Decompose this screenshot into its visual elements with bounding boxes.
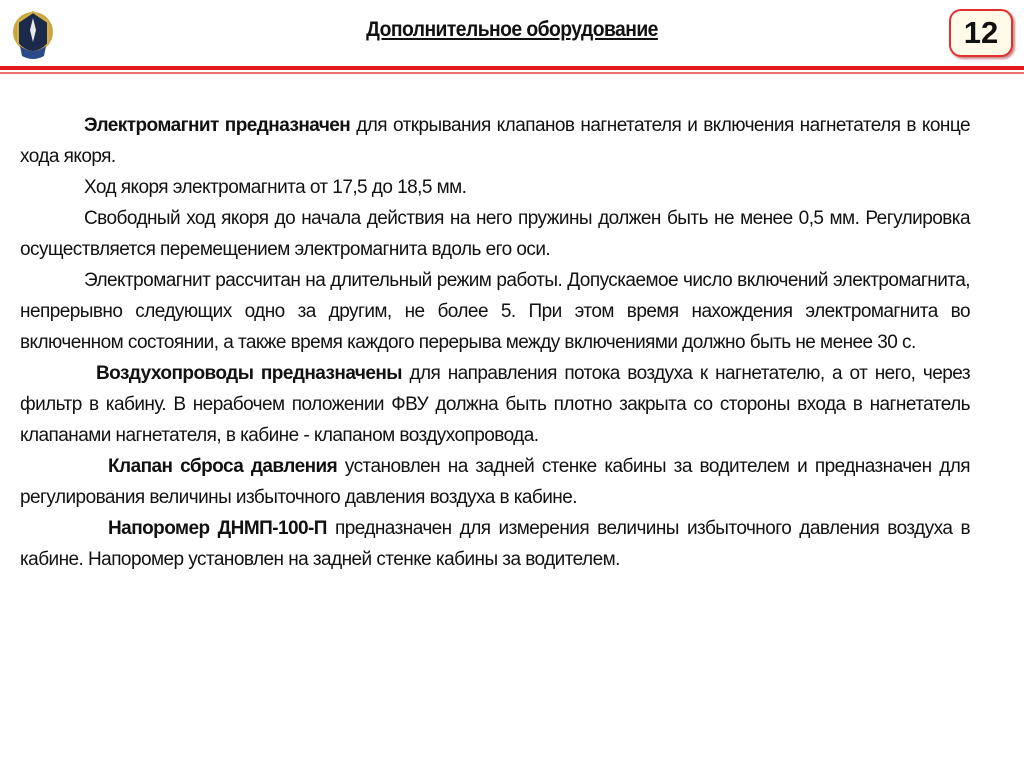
header-divider — [0, 66, 1024, 70]
paragraph-free-stroke — [20, 203, 970, 265]
paragraph-text: Ход якоря электромагнита от 17,5 до 18,5 мм. — [84, 177, 467, 198]
paragraph-text: Электромагнит рассчитан на длительный режим работы. Допускаемое число включений электромагнита, непрерывно следующих одно за другим, не более 5. При этом время нахождения электромагнита во включенном состоянии, а также время каждого перерыва между включениями должно быть не менее 30 с. — [20, 270, 970, 353]
page-title: Дополнительное оборудование — [366, 18, 658, 41]
paragraph-text: для направления потока воздуха к нагнетателю, а от него, через фильтр в кабину. В нерабочем положении ФВУ должна быть плотно закрыта со стороны входа в нагнетатель клапанами нагнетателя, в кабине - клапаном воздухопровода. — [20, 363, 970, 446]
term: Электромагнит предназначен — [84, 115, 351, 136]
paragraph-pressure-gauge — [20, 513, 970, 575]
term: Клапан сброса давления — [108, 456, 338, 477]
paragraph-text: для открывания клапанов нагнетателя и включения нагнетателя в конце хода якоря. — [20, 115, 970, 167]
paragraph-relief-valve — [20, 451, 970, 513]
body-text — [20, 110, 970, 575]
paragraph-electromagnet — [20, 110, 970, 172]
term: Воздухопроводы предназначены — [96, 363, 402, 384]
paragraph-duty — [20, 265, 970, 358]
paragraph-text: Свободный ход якоря до начала действия на него пружины должен быть не менее 0,5 мм. Регулировка осуществляется перемещением электромагнита вдоль его оси. — [20, 208, 970, 260]
paragraph-stroke — [20, 172, 970, 203]
paragraph-text: установлен на задней стенке кабины за водителем и предназначен для регулирования величины избыточного давления воздуха в кабине. — [20, 456, 971, 508]
paragraph-text: предназначен для измерения величины избыточного давления воздуха в кабине. Напоромер установлен на задней стенке кабины за водителем. — [20, 518, 971, 570]
slide-number-badge: 12 — [949, 9, 1013, 57]
term: Напоромер ДНМП-100-П — [108, 518, 327, 539]
header-divider-thin — [0, 72, 1024, 74]
paragraph-air-ducts — [20, 358, 970, 451]
